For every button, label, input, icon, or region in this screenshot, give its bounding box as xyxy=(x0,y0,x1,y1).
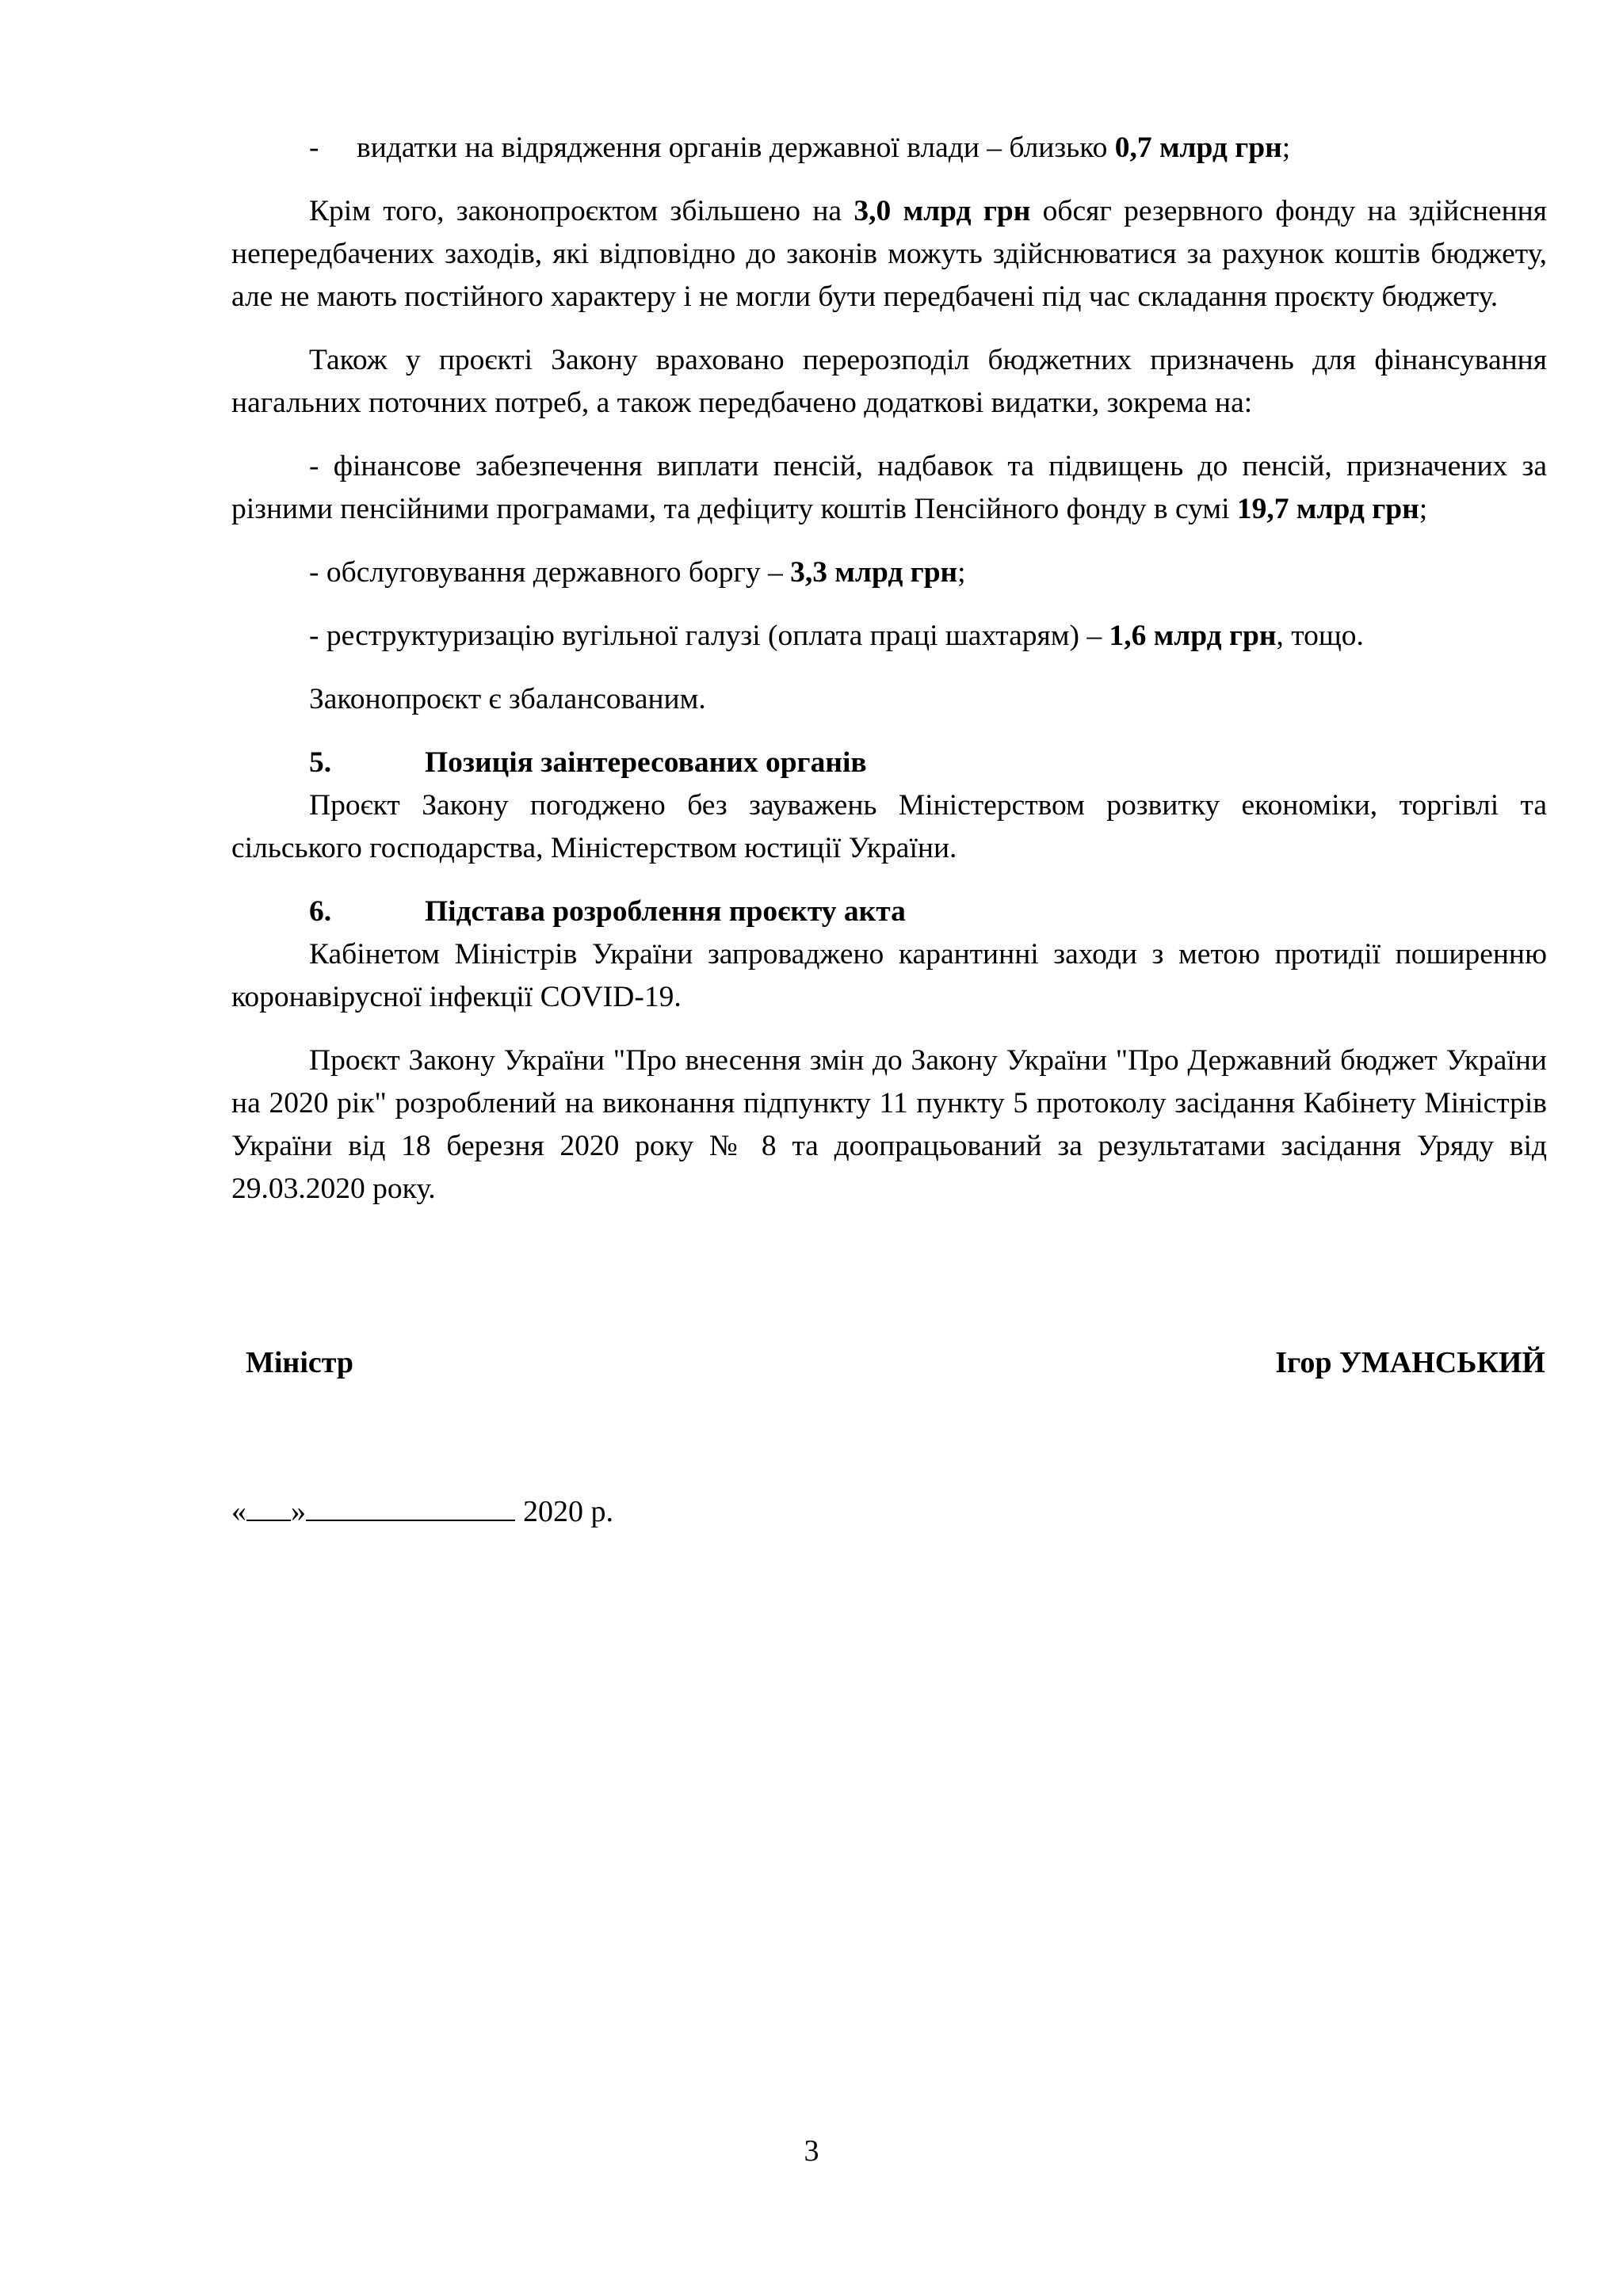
bullet-travel-amount: 0,7 млрд грн xyxy=(1114,132,1282,164)
bullet-travel-expenses xyxy=(231,127,1547,170)
section-5-text xyxy=(231,784,1547,870)
date-open-quote: « xyxy=(231,1495,246,1528)
signatory-position: Міністр xyxy=(246,1346,354,1379)
date-close-quote: » xyxy=(291,1495,306,1528)
paragraph-reserve-fund xyxy=(231,190,1547,318)
day-blank xyxy=(246,1489,291,1521)
debt-text: - обслуговування державного боргу – xyxy=(309,556,791,589)
signatory-name: Ігор УМАНСЬКИЙ xyxy=(1275,1346,1545,1379)
pensions-text: - фінансове забезпечення виплати пенсій, надбавок та підвищень до пенсій, призначених за різними пенсійними програмами, та дефіциту коштів Пенсійного фонду в сумі xyxy=(231,450,1547,525)
reserve-text-1: Крім того, законопроєктом збільшено на xyxy=(309,195,854,227)
paragraph-redistribution xyxy=(231,339,1547,425)
item-pensions xyxy=(231,445,1547,531)
section-6-body-1: Кабінетом Міністрів України запроваджено карантинні заходи з метою протидії поширенню коронавірусної інфекції COVID-19. xyxy=(231,938,1547,1013)
debt-end: ; xyxy=(957,556,966,589)
signature-block xyxy=(246,1341,1545,1384)
section-5-number: 5. xyxy=(309,746,332,779)
section-6-body-2: Проєкт Закону України "Про внесення змін до Закону України "Про Державний бюджет України на 2020 рік" розроблений на виконання підпункту 11 пункту 5 протоколу засідання Кабінету Міністрів України від 18 березня 2020 року № 8 та доопрацьований за результатами засідання Уряду від 29.03.2020 року. xyxy=(231,1044,1547,1205)
section-6-text-1 xyxy=(231,933,1547,1019)
coal-amount: 1,6 млрд грн xyxy=(1109,620,1277,652)
coal-text: - реструктуризацію вугільної галузі (оплата праці шахтарям) – xyxy=(309,620,1109,652)
pensions-amount: 19,7 млрд грн xyxy=(1236,493,1419,525)
document-body xyxy=(231,127,1547,1231)
reserve-amount: 3,0 млрд грн xyxy=(854,195,1031,227)
date-line xyxy=(231,1489,613,1533)
section-5-title: Позиція заінтересованих органів xyxy=(425,746,867,779)
section-6-title: Підстава розроблення проєкту акта xyxy=(425,895,906,928)
coal-end: , тощо. xyxy=(1276,620,1364,652)
paragraph-balanced xyxy=(231,678,1547,721)
month-blank xyxy=(306,1489,515,1521)
bullet-dash: - xyxy=(309,132,319,164)
section-6-heading xyxy=(309,891,1547,933)
debt-amount: 3,3 млрд грн xyxy=(790,556,958,589)
date-year: 2020 р. xyxy=(523,1495,613,1528)
item-coal-restructuring xyxy=(231,615,1547,658)
section-5-body: Проєкт Закону погоджено без зауважень Міністерством розвитку економіки, торгівлі та сільського господарства, Міністерством юстиції України. xyxy=(231,789,1547,864)
section-6-text-2 xyxy=(231,1039,1547,1211)
item-debt-service xyxy=(231,551,1547,594)
section-5-heading xyxy=(309,742,1547,784)
bullet-travel-end: ; xyxy=(1281,132,1291,164)
page-number: 3 xyxy=(804,2134,819,2168)
reserve-text-2: обсяг резервного фонду на здійснення непередбачених заходів, які відповідно до законів можуть здійснюватися за рахунок коштів бюджету, але не мають постійного характеру і не могли бути передбачені під час складання проєкту бюджету. xyxy=(231,195,1547,313)
pensions-end: ; xyxy=(1419,493,1428,525)
section-6-number: 6. xyxy=(309,895,332,928)
redistribution-text: Також у проєкті Закону враховано перерозподіл бюджетних призначень для фінансування нагальних поточних потреб, а також передбачено додаткові видатки, зокрема на: xyxy=(231,344,1547,419)
balanced-text: Законопроєкт є збалансованим. xyxy=(309,683,706,715)
bullet-travel-text: видатки на відрядження органів державної влади – близько xyxy=(357,132,1115,164)
